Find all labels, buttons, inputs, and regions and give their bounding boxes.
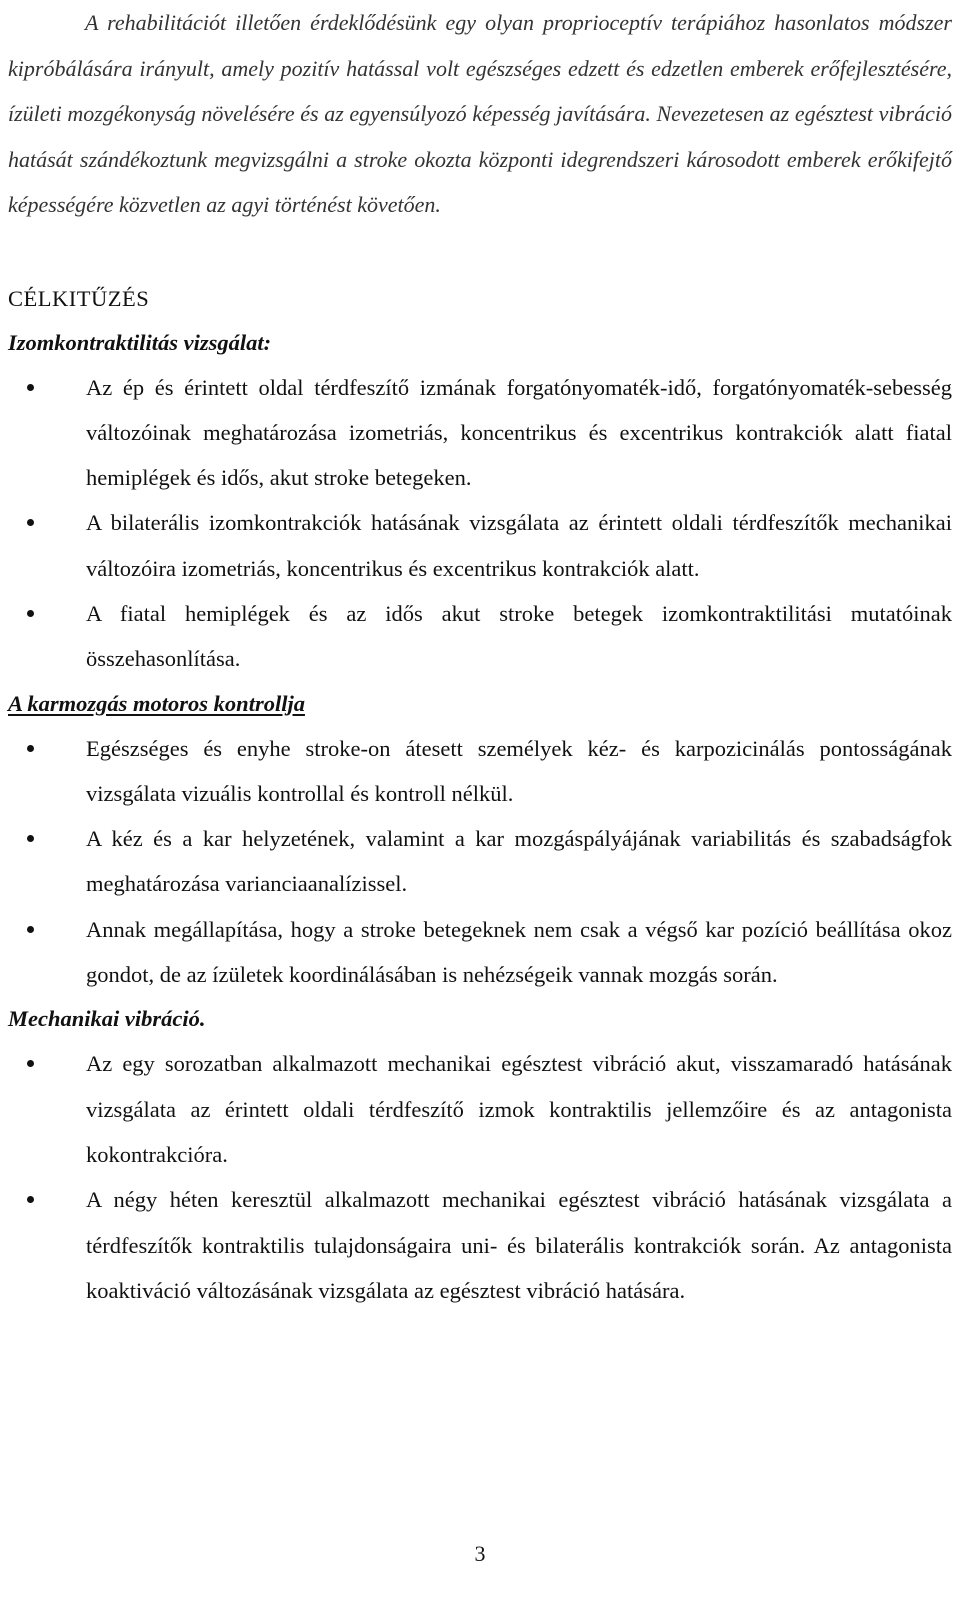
bullet-list-karmozgas xyxy=(8,726,952,998)
list-item-text: A fiatal hemiplégek és az idős akut stroke betegek izomkontraktilitási mutatóinak összehasonlítása. xyxy=(86,600,952,672)
list-item-text: A bilaterális izomkontrakciók hatásának vizsgálata az érintett oldali térdfeszítők mechanikai változóira izometriás, koncentrikus és excentrikus kontrakciók alatt. xyxy=(86,510,952,581)
bullet-icon xyxy=(27,610,34,617)
list-item xyxy=(8,365,952,501)
list-item xyxy=(8,816,952,907)
subheading-mechanikai-vibracio: Mechanikai vibráció. xyxy=(8,1006,206,1032)
list-item-text: Az egy sorozatban alkalmazott mechanikai egésztest vibráció akut, visszamaradó hatásának vizsgálata az érintett oldali térdfeszítő izmok kontraktilis jellemzőire és az antagonista kokontrakcióra. xyxy=(86,1051,952,1167)
bullet-icon xyxy=(27,926,34,933)
bullet-icon xyxy=(27,1196,34,1203)
subheading-karmozgas: A karmozgás motoros kontrollja xyxy=(8,690,305,716)
section-heading-celkituzes: CÉLKITŰZÉS xyxy=(8,285,150,311)
bullet-icon xyxy=(27,1060,34,1067)
list-item xyxy=(8,591,952,682)
bullet-icon xyxy=(27,519,34,526)
bullet-icon xyxy=(27,835,34,842)
list-item xyxy=(8,1177,952,1313)
list-item xyxy=(8,726,952,817)
list-item xyxy=(8,500,952,591)
bullet-list-izomkontraktilitas xyxy=(8,365,952,682)
bullet-list-mechanikai-vibracio xyxy=(8,1041,952,1313)
list-item-text: Az ép és érintett oldal térdfeszítő izmának forgatónyomaték-idő, forgatónyomaték-sebesség változóinak meghatározása izometriás, koncentrikus és excentrikus kontrakciók alatt fiatal hemiplégek és idős, akut stroke betegeken. xyxy=(86,374,952,491)
bullet-icon xyxy=(27,745,34,752)
list-item-text: A kéz és a kar helyzetének, valamint a kar mozgáspályájának variabilitás és szabadságfok meghatározása varianciaanalízissel. xyxy=(86,826,952,897)
list-item-text: Annak megállapítása, hogy a stroke betegeknek nem csak a végső kar pozíció beállítása okoz gondot, de az ízületek koordinálásában is nehézségeik vannak mozgás során. xyxy=(86,916,952,988)
intro-paragraph: A rehabilitációt illetően érdeklődésünk egy olyan proprioceptív terápiához hasonlatos módszer kipróbálására irányult, amely pozitív hatással volt egészséges edzett és edzetlen emberek erőfejlesztésére, ízületi mozgékonyság növelésére és az egyensúlyozó képesség javítására. Nevezetesen az egésztest vibráció hatását szándékoztunk megvizsgálni a stroke okozta központi idegrendszeri károsodott emberek erőkifejtő képességére közvetlen az agyi történést követően. xyxy=(8,10,952,217)
list-item xyxy=(8,907,952,998)
page-number: 3 xyxy=(474,1541,486,1566)
list-item-text: Egészséges és enyhe stroke-on átesett személyek kéz- és karpozicinálás pontosságának vizsgálata vizuális kontrollal és kontroll nélkül. xyxy=(86,735,952,806)
document-page xyxy=(8,0,952,1566)
bullet-icon xyxy=(27,384,34,391)
subheading-izomkontraktilitas: Izomkontraktilitás vizsgálat: xyxy=(8,329,272,355)
list-item xyxy=(8,1041,952,1177)
list-item-text: A négy héten keresztül alkalmazott mechanikai egésztest vibráció hatásának vizsgálata a térdfeszítők kontraktilis tulajdonságaira uni- és bilaterális kontrakciók során. Az antagonista koaktiváció változásának vizsgálata az egésztest vibráció hatására. xyxy=(86,1187,952,1303)
